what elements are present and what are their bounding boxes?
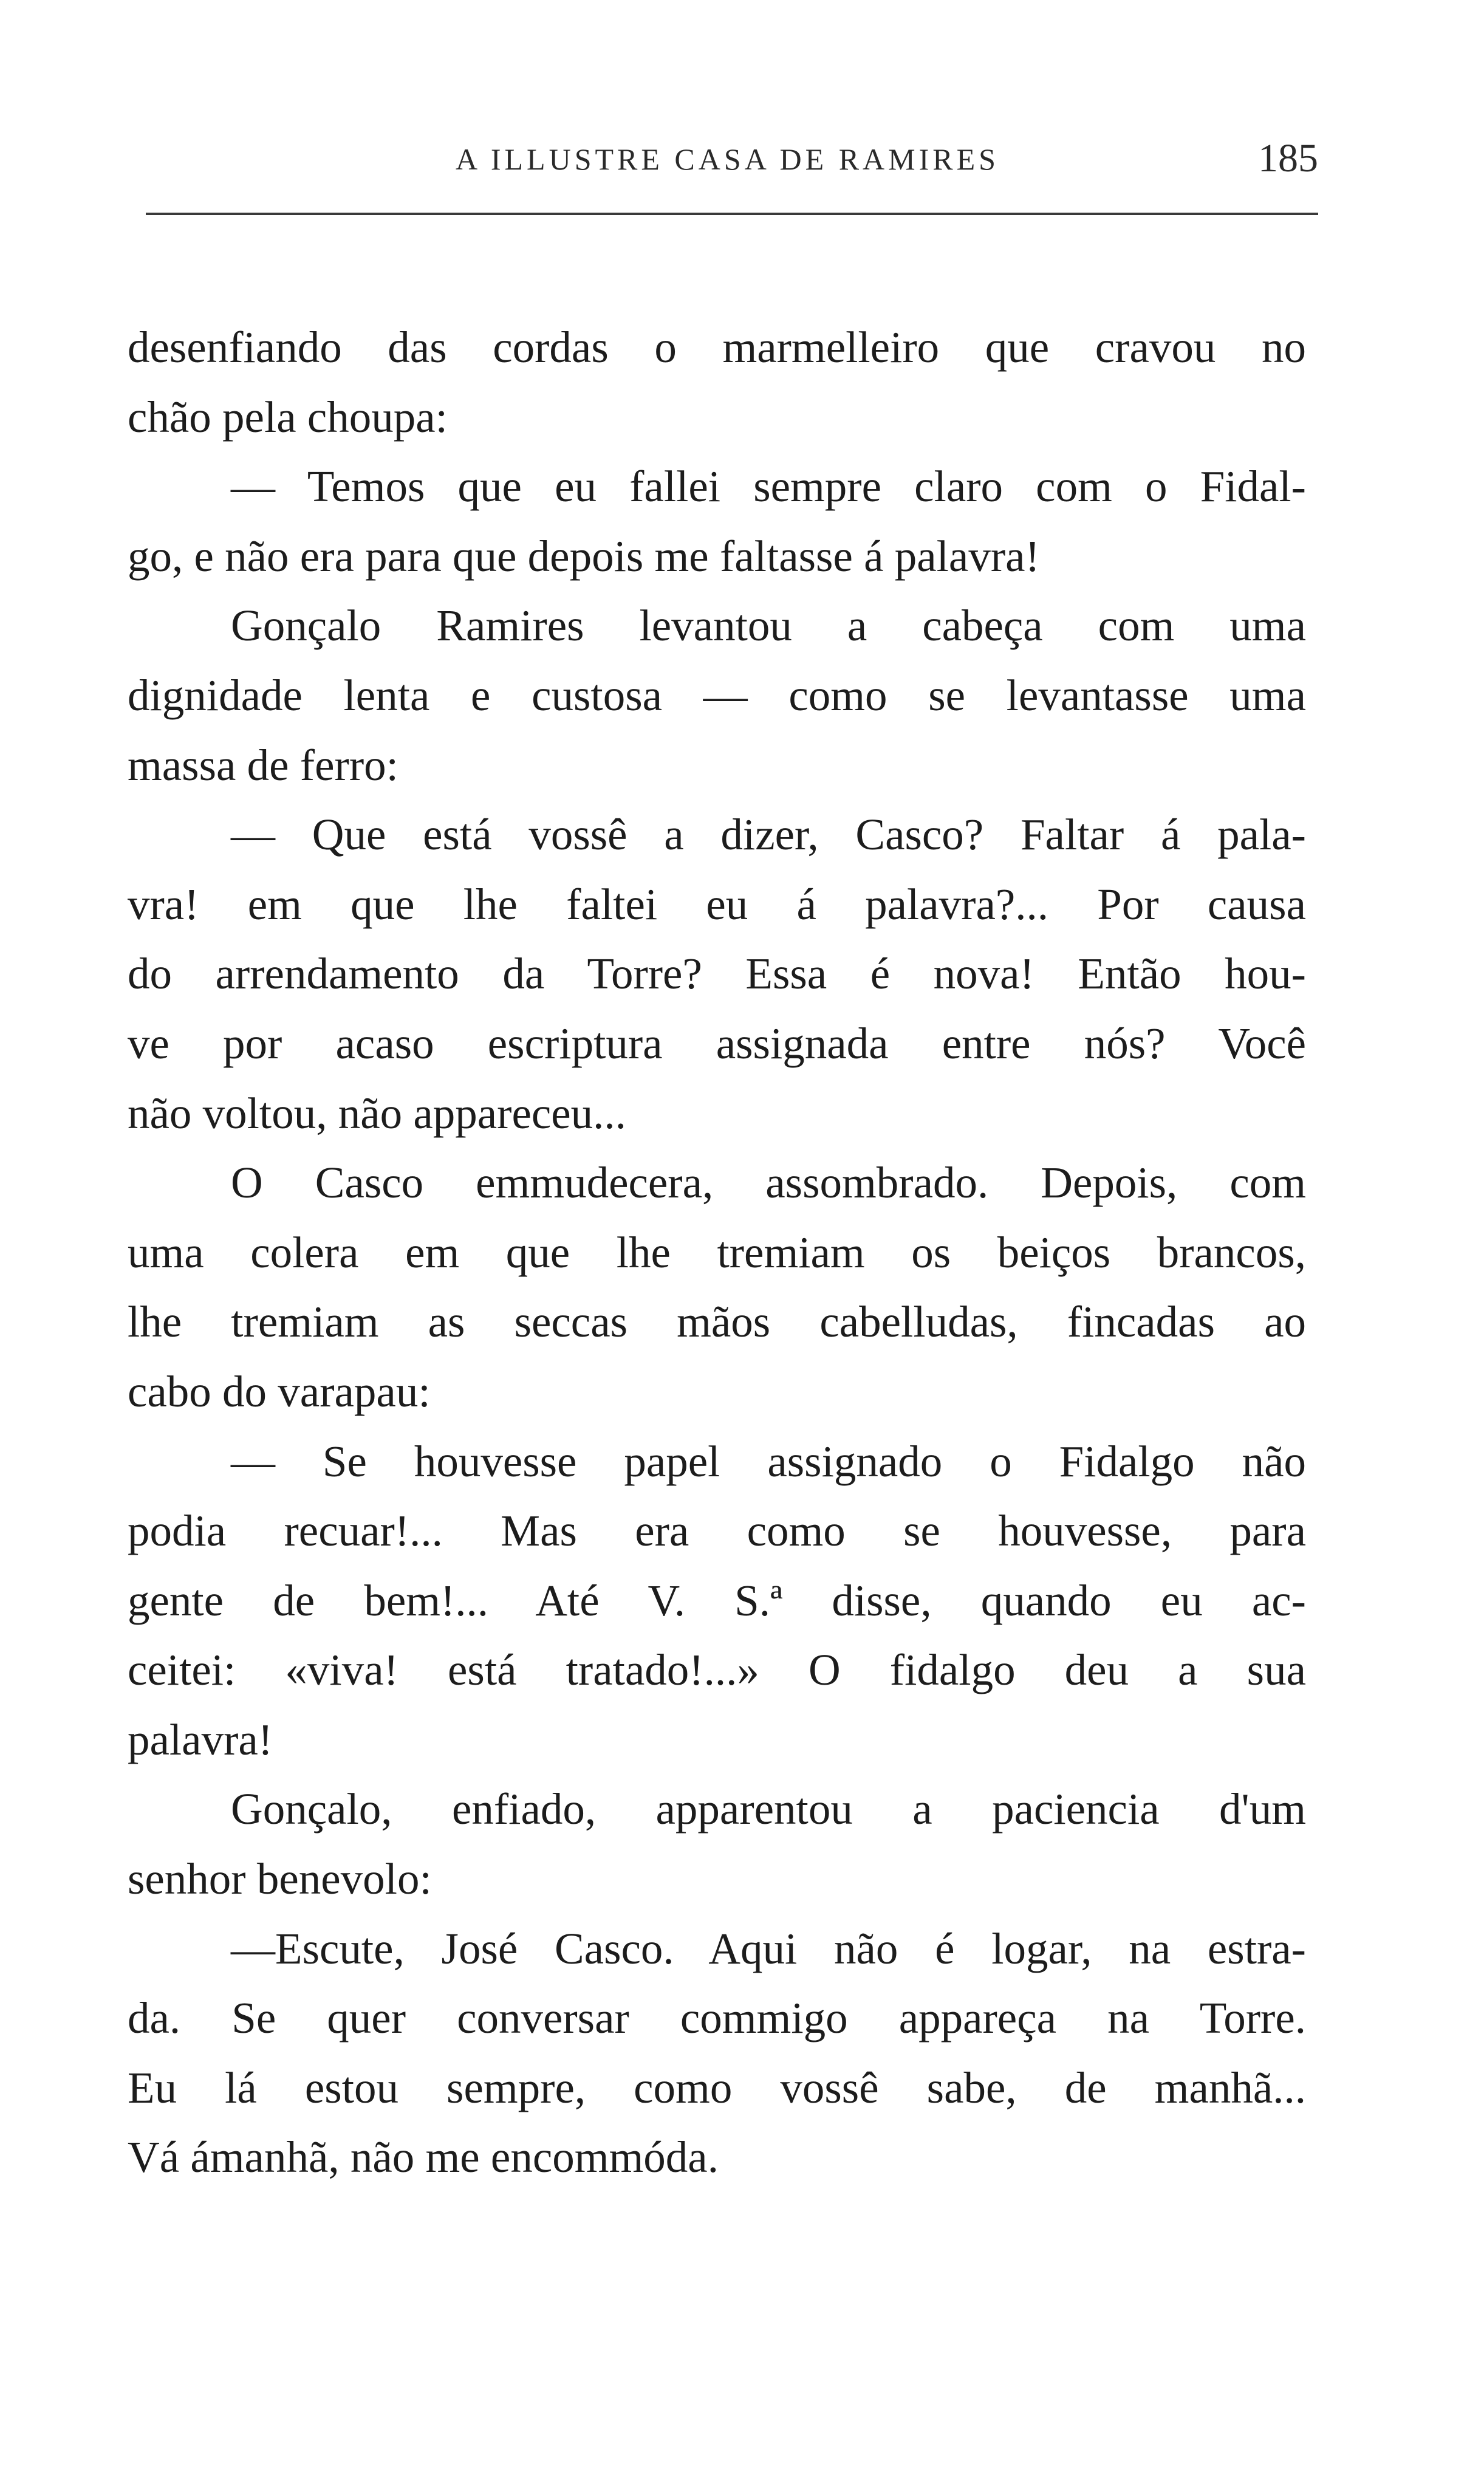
text-line: desenfiando das cordas o marmelleiro que cravou no (128, 323, 1306, 372)
text-line: chão pela choupa: (128, 392, 448, 442)
text-line: vra! em que lhe faltei eu á palavra?... Por causa (128, 879, 1306, 929)
text-line: Gonçalo, enfiado, apparentou a paciencia d'um (231, 1784, 1306, 1834)
header-rule (146, 213, 1318, 215)
text-line: palavra! (128, 1714, 273, 1764)
text-line: ve por acaso escriptura assignada entre nós? Você (128, 1018, 1306, 1068)
text-line: Eu lá estou sempre, como vossê sabe, de manhã... (128, 2063, 1306, 2112)
text-line: massa de ferro: (128, 740, 398, 790)
page-number: 185 (1258, 136, 1318, 180)
text-line: lhe tremiam as seccas mãos cabelludas, fincadas ao (128, 1297, 1306, 1347)
text-line: Gonçalo Ramires levantou a cabeça com uma (231, 601, 1306, 651)
text-line: cabo do varapau: (128, 1366, 431, 1416)
text-line: do arrendamento da Torre? Essa é nova! Então hou- (128, 949, 1306, 999)
text-line: da. Se quer conversar commigo appareça na Torre. (128, 1993, 1306, 2043)
text-line: go, e não era para que depois me faltasse á palavra! (128, 531, 1040, 581)
running-head (146, 131, 1318, 185)
body-text (128, 313, 1306, 2193)
text-line: — Temos que eu fallei sempre claro com o Fidal- (231, 462, 1306, 512)
text-line: ceitei: «viva! está tratado!...» O fidalgo deu a sua (128, 1645, 1306, 1695)
text-line: podia recuar!... Mas era como se houvesse, para (128, 1506, 1306, 1556)
running-title: A ILLUSTRE CASA DE RAMIRES (456, 142, 999, 176)
text-line: — Se houvesse papel assignado o Fidalgo não (231, 1436, 1306, 1486)
text-line: Vá ámanhã, não me encommóda. (128, 2132, 719, 2182)
text-line: — Que está vossê a dizer, Casco? Faltar á pala- (231, 810, 1306, 860)
text-line: não voltou, não appareceu... (128, 1088, 626, 1138)
text-line: uma colera em que lhe tremiam os beiços brancos, (128, 1227, 1306, 1277)
text-line: gente de bem!... Até V. S.ª disse, quando eu ac- (128, 1575, 1306, 1625)
text-line: O Casco emmudecera, assombrado. Depois, com (231, 1158, 1306, 1208)
text-line: —Escute, José Casco. Aqui não é logar, na estra- (231, 1923, 1306, 1973)
text-line: dignidade lenta e custosa — como se levantasse uma (128, 670, 1306, 720)
text-line: senhor benevolo: (128, 1854, 432, 1904)
